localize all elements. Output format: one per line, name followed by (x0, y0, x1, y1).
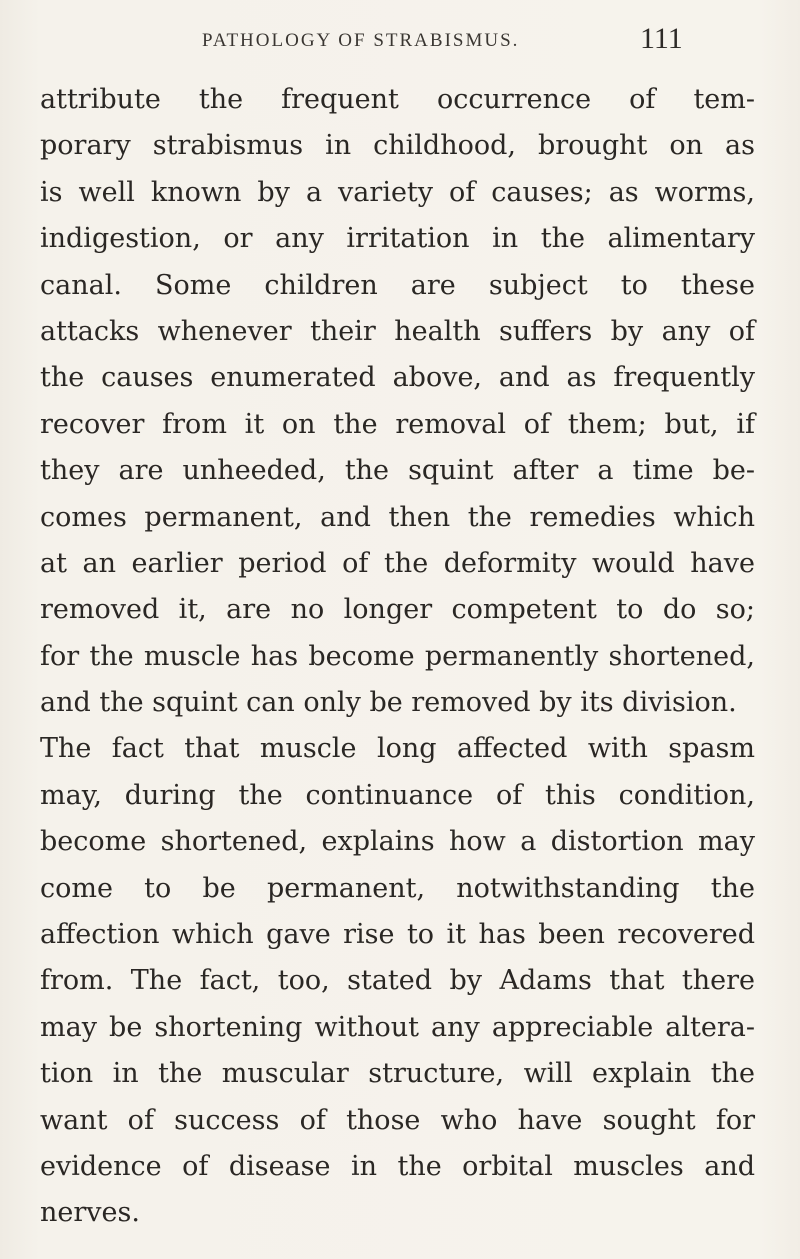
text-line: nerves. (40, 1197, 140, 1229)
body-text (40, 77, 755, 1237)
text-line: is well known by a variety of causes; as worms, (40, 176, 755, 208)
text-line: attribute the frequent occurrence of tem- (40, 84, 755, 115)
running-head (0, 22, 800, 62)
text-line: may be shortening without any appreciable altera- (40, 1011, 755, 1043)
text-line: indigestion, or any irritation in the alimentary (40, 223, 755, 255)
text-line: recover from it on the removal of them; but, if (40, 408, 755, 440)
text-line: attacks whenever their health suffers by any of (40, 315, 755, 347)
text-line: comes permanent, and then the remedies which (40, 501, 755, 533)
page-number: 111 (640, 22, 683, 55)
text-line: come to be permanent, notwithstanding the (40, 872, 755, 904)
text-line: tion in the muscular structure, will explain the (40, 1058, 755, 1090)
text-line: canal. Some children are subject to these (40, 269, 755, 301)
text-line: evidence of disease in the orbital muscles and (40, 1150, 755, 1182)
text-line: for the muscle has become permanently shortened, (40, 640, 755, 672)
running-title: PATHOLOGY OF STRABISMUS. (202, 30, 520, 51)
text-line: affection which gave rise to it has been recovered (40, 919, 755, 951)
text-line: want of success of those who have sought for (40, 1104, 755, 1136)
text-line: become shortened, explains how a distortion may (40, 826, 755, 858)
text-line: The fact that muscle long affected with spasm (40, 733, 755, 765)
text-line: porary strabismus in childhood, brought on as (40, 130, 755, 162)
text-line: may, during the continuance of this condition, (40, 779, 755, 811)
text-line: and the squint can only be removed by its division. (40, 687, 737, 719)
text-line: from. The fact, too, stated by Adams that there (40, 965, 755, 997)
text-line: at an earlier period of the deformity would have (40, 547, 755, 579)
text-line: they are unheeded, the squint after a time be- (40, 455, 755, 487)
text-line: the causes enumerated above, and as frequently (40, 362, 755, 394)
text-line: removed it, are no longer competent to do so; (40, 594, 755, 626)
